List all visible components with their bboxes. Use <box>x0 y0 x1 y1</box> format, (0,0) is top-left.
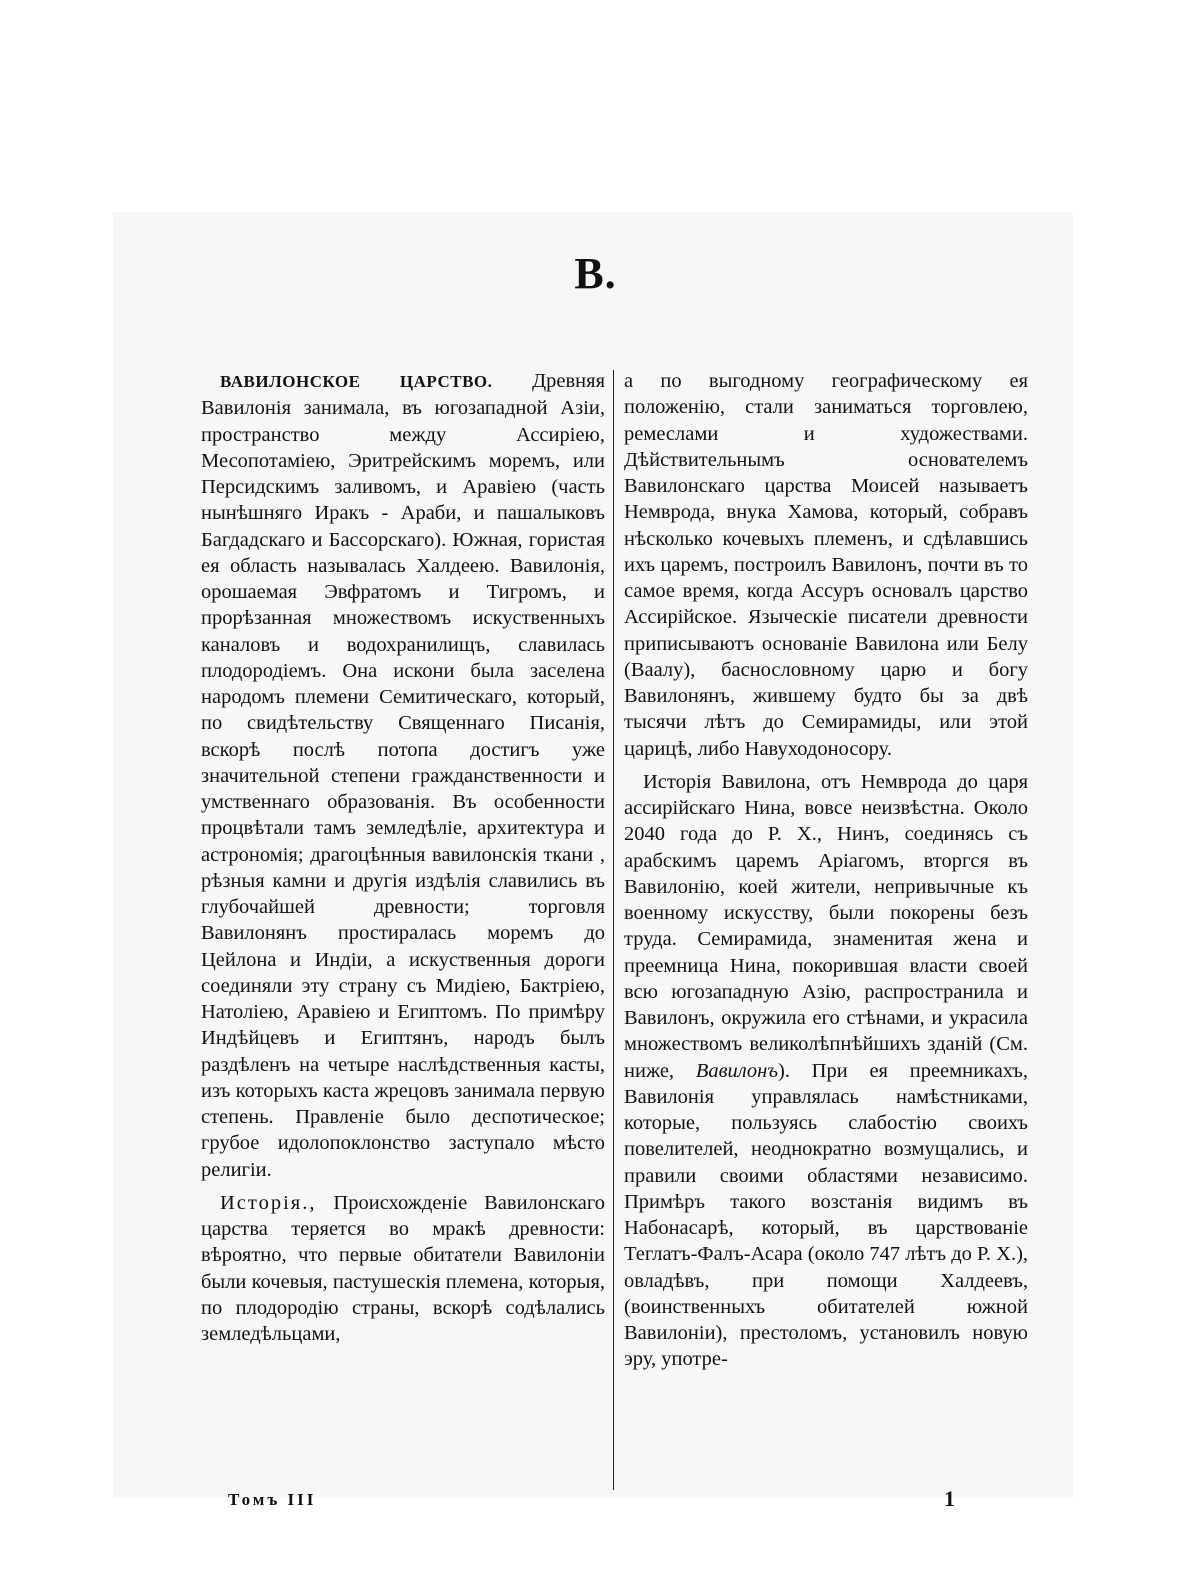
volume-signature: Томъ III <box>228 1490 317 1509</box>
left-column <box>201 368 605 1347</box>
paragraph-text: Происхожденіе Вавилонскаго царства теряется во мракѣ древности: вѣроятно, что первые обитатели Вавилоніи были кочевыя, пастушескія племена, которыя, по плодородію страны, вскорѣ содѣлались земледѣльцами, <box>201 1191 606 1345</box>
paragraph-intro <box>201 368 605 1183</box>
paragraph-text: ). При ея преемникахъ, Вавилонія управлялась намѣстниками, которые, пользуясь слабостію своихъ повелителей, неоднократно возмущались, и правили своими областями независимо. Примѣръ такого возстанія видимъ въ Набонасарѣ, который, въ царствованіе Теглатъ-Фалъ-Асара (около 747 лѣтъ до Р. Х.), овладѣвъ, при помощи Халдеевъ, (воинственныхъ обитателей южной Вавилоніи), престоломъ, установилъ новую эру, употре- <box>624 1059 1029 1371</box>
cross-reference: Вавилонъ <box>695 1059 778 1082</box>
right-column <box>624 368 1028 1373</box>
paragraph-text: а по выгодному географическому ея положенію, стали заниматься торговлею, ремеслами и художествами. Дѣйствительнымъ основателемъ Вавилонскаго царства Моисей называетъ Немврода, внука Хамова, который, собравъ нѣсколько кочевыхъ племенъ, и сдѣлавшись ихъ царемъ, построилъ Вавилонъ, почти въ то самое время, когда Ассуръ основалъ царство Ассирійское. Языческіе писатели древности приписываютъ основаніе Вавилона или Белу (Ваалу), баснословному царю и богу Вавилонянъ, жившему будто бы за двѣ тысячи лѣтъ до Семирамиды, или этой царицѣ, либо Навуходоносору. <box>624 370 1028 760</box>
entry-headword: ВАВИЛОНСКОЕ ЦАРСТВО. <box>220 372 493 391</box>
paragraph-continuation <box>624 368 1028 762</box>
paragraph-history <box>624 769 1028 1373</box>
column-divider <box>613 370 614 1490</box>
section-letter: В. <box>574 249 617 298</box>
subsection-heading: Исторія., <box>220 1191 317 1214</box>
paragraph-text: Древняя Вавилонія занимала, въ югозападной Азіи, пространство между Ассиріею, Месопотаміею, Эритрейскимъ моремъ, или Персидскимъ заливомъ, и Аравіею (часть нынѣшняго Иракъ - Араби, и пашалыковъ Багдадскаго и Бассорскаго). Южная, гористая ея область называлась Халдеею. Вавилонія, орошаемая Эвфратомъ и Тигромъ, и прорѣзанная множествомъ искуственныхъ каналовъ и водохранилищъ, славилась плодородіемъ. Она искони была заселена народомъ племени Семитическаго, который, по свидѣтельству Священнаго Писанія, вскорѣ послѣ потопа достигъ уже значительной степени гражданственности и умственнаго образованія. Въ особенности процвѣтали тамъ земледѣліе, архитектура и астрономія; драгоцѣнныя вавилонскія ткани , рѣзныя камни и другія издѣлія славились въ глубочайшей древности; торговля Вавилонянъ простиралась моремъ до Цейлона и Индіи, а искуственныя дороги соединяли эту страну съ Мидіею, Бактріею, Натоліею, Аравіею и Египтомъ. По примѣру Индѣйцевъ и Египтянъ, народъ былъ раздѣленъ на четыре наслѣдственныя касты, изъ которыхъ каста жрецовъ занимала первую степень. Правленіе было деспотическое; грубое идолопоклонство заступало мѣсто религіи. <box>201 370 606 1181</box>
paragraph-history-start <box>201 1190 605 1348</box>
paragraph-text: Исторія Вавилона, отъ Немврода до царя ассирійскаго Нина, вовсе неизвѣстна. Около 2040 года до Р. Х., Нинъ, соединясь съ арабскимъ царемъ Аріагомъ, вторгся въ Вавилонію, коей жители, непривычные къ военному искусству, были покорены безъ труда. Семирамида, знаменитая жена и преемница Нина, покорившая власти своей всю югозападную Азію, распространила и Вавилонъ, окружила его стѣнами, и украсила множествомъ великолѣпнѣйшихъ зданій (См. ниже, <box>624 770 1028 1082</box>
page-number: 1 <box>944 1486 955 1511</box>
